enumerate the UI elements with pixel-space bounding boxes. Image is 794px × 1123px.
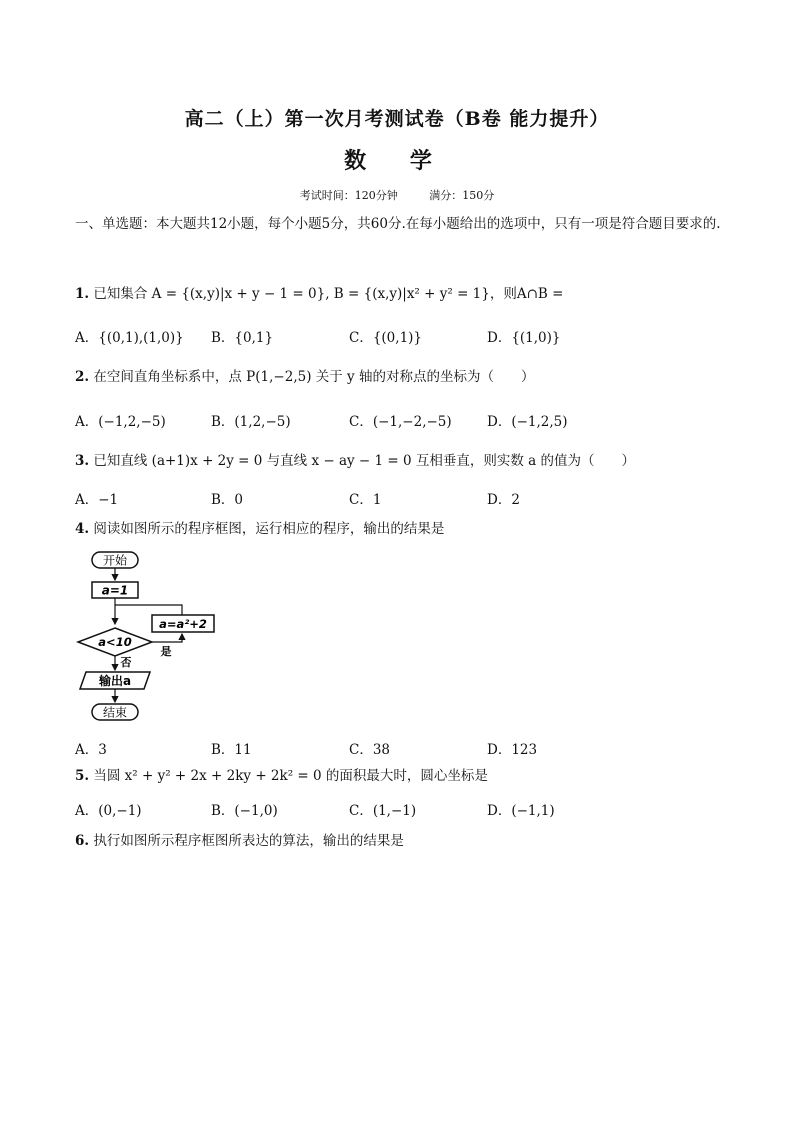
option-c: C．(1,−1) <box>349 803 417 819</box>
section-intro: 一、单选题：本大题共12小题，每个小题5分，共60分.在每小题给出的选项中，只有一项是符合题目要求的. <box>75 216 721 232</box>
question-1 <box>75 284 563 304</box>
flow-yes-line <box>152 634 182 642</box>
option-b: B．{0,1} <box>211 330 274 346</box>
flow-start-label: 开始 <box>102 553 128 568</box>
question-3 <box>75 451 635 471</box>
flow-init-label: a=1 <box>101 583 129 598</box>
option-d: D．(−1,1) <box>487 803 555 819</box>
flow-yes-label: 是 <box>160 645 172 658</box>
option-b: B．0 <box>211 492 244 508</box>
question-stem: 当圆 x² + y² + 2x + 2ky + 2k² = 0 的面积最大时，圆心坐标是 <box>93 768 488 784</box>
question-number: 2. <box>75 369 90 385</box>
flow-end-label: 结束 <box>102 705 128 720</box>
flowchart-diagram <box>70 548 230 728</box>
option-b: B．11 <box>211 742 252 758</box>
question-number: 1. <box>75 286 90 302</box>
question-4 <box>75 519 444 539</box>
question-number: 6. <box>75 833 90 849</box>
question-5 <box>75 766 488 786</box>
option-b: B．(1,2,−5) <box>211 414 291 430</box>
option-c: C．{(0,1)} <box>349 330 423 346</box>
flow-no-label: 否 <box>120 656 132 669</box>
question-number: 5. <box>75 768 90 784</box>
question-stem: 已知集合 A = {(x,y)|x + y − 1 = 0}, B = {(x,y)|x² + y² = 1}，则A∩B = <box>93 286 564 302</box>
question-6 <box>75 831 404 851</box>
option-d: D．2 <box>487 492 520 508</box>
question-stem: 执行如图所示程序框图所表达的算法，输出的结果是 <box>93 833 404 849</box>
page-title: 高二（上）第一次月考测试卷（B卷 能力提升） <box>184 108 610 130</box>
option-a: A．{(0,1),(1,0)} <box>75 330 184 346</box>
flow-condition-label: a<10 <box>98 635 132 649</box>
option-a: A．(−1,2,−5) <box>75 414 166 430</box>
option-a: A．−1 <box>75 492 119 508</box>
option-c: C．1 <box>349 492 382 508</box>
exam-time: 考试时间：120分钟 <box>299 189 398 202</box>
option-b: B．(−1,0) <box>211 803 278 819</box>
option-c: C．(−1,−2,−5) <box>349 414 452 430</box>
question-stem: 在空间直角坐标系中，点 P(1,−2,5) 关于 y 轴的对称点的坐标为（ ） <box>93 369 535 385</box>
subject-title: 数 学 <box>344 148 450 174</box>
question-2 <box>75 367 534 387</box>
question-stem: 阅读如图所示的程序框图，运行相应的程序，输出的结果是 <box>93 521 445 537</box>
question-number: 3. <box>75 453 90 469</box>
option-c: C．38 <box>349 742 391 758</box>
option-d: D．123 <box>487 742 538 758</box>
flow-update-label: a=a²+2 <box>159 617 207 631</box>
flow-output-label: 输出a <box>98 674 132 688</box>
option-d: D．{(1,0)} <box>487 330 561 346</box>
question-stem: 已知直线 (a+1)x + 2y = 0 与直线 x − ay − 1 = 0 互相垂直，则实数 a 的值为（ ） <box>93 453 636 469</box>
option-a: A．(0,−1) <box>75 803 142 819</box>
exam-meta <box>0 187 794 203</box>
full-score: 满分：150分 <box>429 189 495 202</box>
option-a: A．3 <box>75 742 107 758</box>
question-number: 4. <box>75 521 90 537</box>
option-d: D．(−1,2,5) <box>487 414 568 430</box>
